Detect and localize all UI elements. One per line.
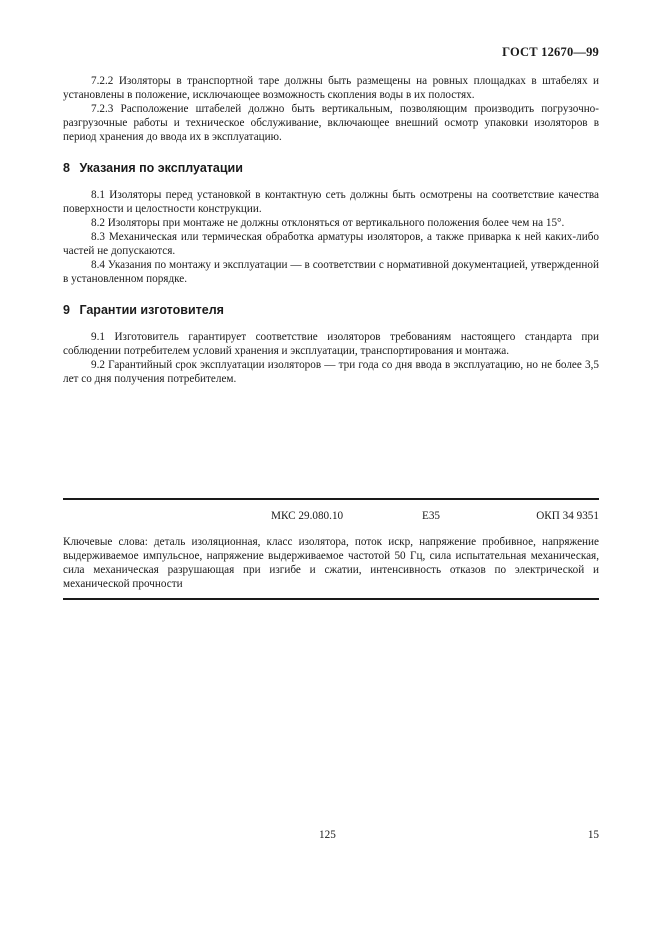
okp-code: ОКП 34 9351 bbox=[536, 510, 599, 522]
section-9-number: 9 bbox=[63, 303, 70, 317]
top-divider bbox=[63, 498, 599, 500]
standard-code: ГОСТ 12670—99 bbox=[502, 45, 599, 59]
classification-row bbox=[63, 510, 599, 526]
paragraph-8-1: 8.1 Изоляторы перед установкой в контактную сеть должны быть осмотрены на соответствие качества поверхности и целостности конструкции. bbox=[63, 189, 599, 215]
section-8-heading bbox=[63, 161, 599, 175]
section-8-number: 8 bbox=[63, 161, 70, 175]
paragraph-8-3: 8.3 Механическая или термическая обработка арматуры изоляторов, а также приварка к ней каких-либо частей не допускаются. bbox=[63, 231, 599, 257]
mks-code: МКС 29.080.10 bbox=[271, 510, 344, 522]
paragraph-8-4: 8.4 Указания по монтажу и эксплуатации — в соответствии с нормативной документацией, утвержденной в установленном порядке. bbox=[63, 259, 599, 285]
paragraph-7-2-2: 7.2.2 Изоляторы в транспортной таре должны быть размещены на ровных площадках в штабелях и установлены в положение, исключающее возможность скопления воды в их полостях. bbox=[63, 75, 599, 101]
paragraph-9-2: 9.2 Гарантийный срок эксплуатации изоляторов — три года со дня ввода в эксплуатацию, но не более 3,5 лет со дня получения потребителем. bbox=[63, 359, 599, 385]
page-number-right: 15 bbox=[587, 829, 599, 841]
paragraph-8-2: 8.2 Изоляторы при монтаже не должны отклоняться от вертикального положения более чем на 15°. bbox=[91, 217, 565, 229]
e-code: Е35 bbox=[422, 510, 441, 522]
page-number-center: 125 bbox=[319, 829, 336, 841]
paragraph-9-1: 9.1 Изготовитель гарантирует соответствие изоляторов требованиям настоящего стандарта при соблюдении потребителем условий хранения и эксплуатации, транспортирования и монтажа. bbox=[63, 331, 599, 357]
section-8-title: Указания по эксплуатации bbox=[79, 161, 243, 175]
keywords: Ключевые слова: деталь изоляционная, класс изолятора, поток искр, напряжение пробивное, напряжение выдерживаемое импульсное, напряжение выдерживаемое частотой 50 Гц, сила испытательная механическая, сила механическая разрушающая при изгибе и сжатии, интенсивность отказов по электрической и механической прочности bbox=[63, 536, 599, 590]
bottom-divider bbox=[63, 598, 599, 600]
paragraph-7-2-3: 7.2.3 Расположение штабелей должно быть вертикальным, позволяющим производить погрузочно-разгрузочные работы и техническое обслуживание, включающее внешний осмотр упаковки изоляторов в период хранения до ввода их в эксплуатацию. bbox=[63, 103, 599, 143]
section-9-heading bbox=[63, 303, 599, 317]
section-9-title: Гарантии изготовителя bbox=[79, 303, 224, 317]
main-content bbox=[63, 74, 599, 386]
